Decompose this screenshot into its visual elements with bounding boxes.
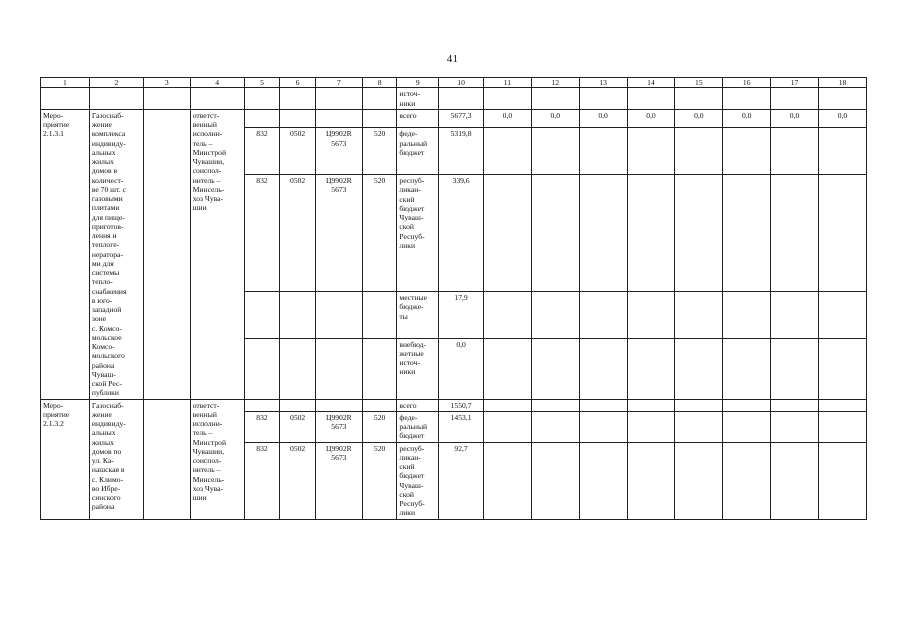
empty-cell [627, 88, 675, 110]
empty-cell [531, 88, 579, 110]
column-number-10: 10 [439, 78, 484, 88]
year-value-cell [771, 175, 819, 292]
year-value-cell [483, 338, 531, 399]
year-value-cell [579, 399, 627, 411]
column-number-13: 13 [579, 78, 627, 88]
year-value-cell [483, 175, 531, 292]
code-target-cell [315, 399, 362, 411]
year-value-cell [771, 292, 819, 339]
year-value-cell [579, 411, 627, 442]
year-value-cell [818, 128, 866, 175]
code-type-cell [362, 292, 397, 339]
year-value-cell [483, 292, 531, 339]
amount-cell: 5677,3 [439, 109, 484, 128]
amount-cell: 5319,8 [439, 128, 484, 175]
year-value-cell [675, 128, 723, 175]
column-number-14: 14 [627, 78, 675, 88]
year-value-cell [771, 411, 819, 442]
year-value-cell [771, 442, 819, 519]
source-cell: местные бюдже- ты [397, 292, 439, 339]
empty-cell [675, 88, 723, 110]
year-value-cell [675, 399, 723, 411]
year-value-cell [531, 442, 579, 519]
year-value-cell [723, 175, 771, 292]
source-cell: респуб- ликан- ский бюджет Чуваш- ской Респуб- лики [397, 442, 439, 519]
empty-cell [89, 88, 143, 110]
source-cell: всего [397, 109, 439, 128]
code-type-cell: 520 [362, 128, 397, 175]
year-value-cell [818, 338, 866, 399]
column-number-8: 8 [362, 78, 397, 88]
year-value-cell [483, 128, 531, 175]
event-description-cell: Газоснаб- жение индивиду- альных жилых домов по ул. Ка- нашская в с. Климо- во Ибре- синского района [89, 399, 143, 519]
year-value-cell [818, 175, 866, 292]
year-value-cell [627, 128, 675, 175]
column-number-16: 16 [723, 78, 771, 88]
empty-cell [579, 88, 627, 110]
empty-cell [143, 88, 190, 110]
responsible-cell: ответст- венный исполни- тель – Минстрой Чувашии, соиспол- нитель – Минсель- хоз Чува- шии [190, 109, 244, 399]
year-value-cell [723, 399, 771, 411]
code-target-cell: Ц9902R 5673 [315, 411, 362, 442]
amount-cell: 0,0 [439, 338, 484, 399]
code-glavn-cell: 832 [244, 411, 280, 442]
code-target-cell [315, 109, 362, 128]
year-value-cell [675, 338, 723, 399]
year-value-cell: 0,0 [579, 109, 627, 128]
column-number-5: 5 [244, 78, 280, 88]
year-value-cell [579, 292, 627, 339]
financing-table [40, 77, 867, 520]
table-body [41, 78, 867, 520]
column-3-cell [143, 109, 190, 399]
code-target-cell: Ц9902R 5673 [315, 442, 362, 519]
source-cell: респуб- ликан- ский бюджет Чуваш- ской Респуб- лики [397, 175, 439, 292]
code-section-cell: 0502 [280, 128, 316, 175]
year-value-cell [627, 399, 675, 411]
year-value-cell [627, 175, 675, 292]
code-type-cell [362, 109, 397, 128]
year-value-cell [483, 399, 531, 411]
code-glavn-cell [244, 338, 280, 399]
source-cell: всего [397, 399, 439, 411]
event-description-cell: Газоснаб- жение комплекса индивиду- альных жилых домов в количест- ве 70 шт. с газовыми плитами для пище- приготов- ления и теплоге- нератора- ми для системы тепло- снабжения в юго- западной зоне с. Комсо- мольское Комсо- мольского района Чуваш- ской Рес- публики [89, 109, 143, 399]
code-type-cell: 520 [362, 442, 397, 519]
year-value-cell [531, 292, 579, 339]
code-section-cell [280, 399, 316, 411]
code-section-cell [280, 109, 316, 128]
year-value-cell: 0,0 [675, 109, 723, 128]
year-value-cell [771, 399, 819, 411]
column-number-18: 18 [818, 78, 866, 88]
empty-cell [818, 88, 866, 110]
year-value-cell [579, 128, 627, 175]
year-value-cell [675, 411, 723, 442]
amount-cell: 339,6 [439, 175, 484, 292]
year-value-cell [771, 128, 819, 175]
year-value-cell [627, 338, 675, 399]
column-3-cell [143, 399, 190, 519]
source-cell: феде- ральный бюджет [397, 411, 439, 442]
continuation-row [41, 88, 867, 110]
code-type-cell: 520 [362, 411, 397, 442]
year-value-cell: 0,0 [627, 109, 675, 128]
empty-cell [362, 88, 397, 110]
year-value-cell: 0,0 [531, 109, 579, 128]
column-number-1: 1 [41, 78, 90, 88]
year-value-cell [531, 411, 579, 442]
code-glavn-cell [244, 292, 280, 339]
year-value-cell: 0,0 [483, 109, 531, 128]
year-value-cell [818, 411, 866, 442]
code-type-cell: 520 [362, 175, 397, 292]
year-value-cell [627, 411, 675, 442]
code-target-cell [315, 292, 362, 339]
code-glavn-cell [244, 109, 280, 128]
code-section-cell [280, 338, 316, 399]
year-value-cell [483, 411, 531, 442]
column-number-row [41, 78, 867, 88]
year-value-cell [723, 338, 771, 399]
table-row [41, 399, 867, 411]
year-value-cell [675, 442, 723, 519]
column-number-4: 4 [190, 78, 244, 88]
column-number-12: 12 [531, 78, 579, 88]
source-cell: источ- ники [397, 88, 439, 110]
code-type-cell [362, 399, 397, 411]
year-value-cell [723, 292, 771, 339]
empty-cell [41, 88, 90, 110]
column-number-3: 3 [143, 78, 190, 88]
year-value-cell [531, 128, 579, 175]
year-value-cell [818, 442, 866, 519]
source-cell: феде- ральный бюджет [397, 128, 439, 175]
column-number-11: 11 [483, 78, 531, 88]
empty-cell [280, 88, 316, 110]
code-type-cell [362, 338, 397, 399]
year-value-cell [531, 175, 579, 292]
empty-cell [483, 88, 531, 110]
code-target-cell: Ц9902R 5673 [315, 128, 362, 175]
year-value-cell [723, 411, 771, 442]
amount-cell: 92,7 [439, 442, 484, 519]
year-value-cell [675, 292, 723, 339]
year-value-cell [627, 442, 675, 519]
empty-cell [771, 88, 819, 110]
empty-cell [315, 88, 362, 110]
code-section-cell [280, 292, 316, 339]
amount-cell: 1550,7 [439, 399, 484, 411]
code-target-cell: Ц9902R 5673 [315, 175, 362, 292]
column-number-9: 9 [397, 78, 439, 88]
amount-cell: 1453,1 [439, 411, 484, 442]
event-type-cell: Меро- приятие 2.1.3.1 [41, 109, 90, 399]
code-glavn-cell [244, 399, 280, 411]
year-value-cell: 0,0 [771, 109, 819, 128]
year-value-cell [627, 292, 675, 339]
code-target-cell [315, 338, 362, 399]
year-value-cell: 0,0 [723, 109, 771, 128]
year-value-cell [818, 399, 866, 411]
year-value-cell [675, 175, 723, 292]
column-number-15: 15 [675, 78, 723, 88]
year-value-cell [531, 338, 579, 399]
column-number-17: 17 [771, 78, 819, 88]
year-value-cell [483, 442, 531, 519]
code-section-cell: 0502 [280, 175, 316, 292]
year-value-cell [579, 338, 627, 399]
column-number-7: 7 [315, 78, 362, 88]
empty-cell [439, 88, 484, 110]
event-type-cell: Меро- приятие 2.1.3.2 [41, 399, 90, 519]
responsible-cell: ответст- венный исполни- тель – Минстрой Чувашии, соиспол- нитель – Минсель- хоз Чува- шии [190, 399, 244, 519]
code-section-cell: 0502 [280, 411, 316, 442]
year-value-cell [531, 399, 579, 411]
year-value-cell [818, 292, 866, 339]
empty-cell [723, 88, 771, 110]
column-number-6: 6 [280, 78, 316, 88]
page-number: 41 [446, 53, 459, 65]
year-value-cell [579, 442, 627, 519]
year-value-cell [579, 175, 627, 292]
amount-cell: 17,9 [439, 292, 484, 339]
year-value-cell [723, 128, 771, 175]
empty-cell [190, 88, 244, 110]
year-value-cell: 0,0 [818, 109, 866, 128]
code-glavn-cell: 832 [244, 175, 280, 292]
table-row [41, 109, 867, 128]
code-glavn-cell: 832 [244, 128, 280, 175]
year-value-cell [771, 338, 819, 399]
column-number-2: 2 [89, 78, 143, 88]
year-value-cell [723, 442, 771, 519]
code-glavn-cell: 832 [244, 442, 280, 519]
code-section-cell: 0502 [280, 442, 316, 519]
empty-cell [244, 88, 280, 110]
source-cell: внебюд- жетные источ- ники [397, 338, 439, 399]
